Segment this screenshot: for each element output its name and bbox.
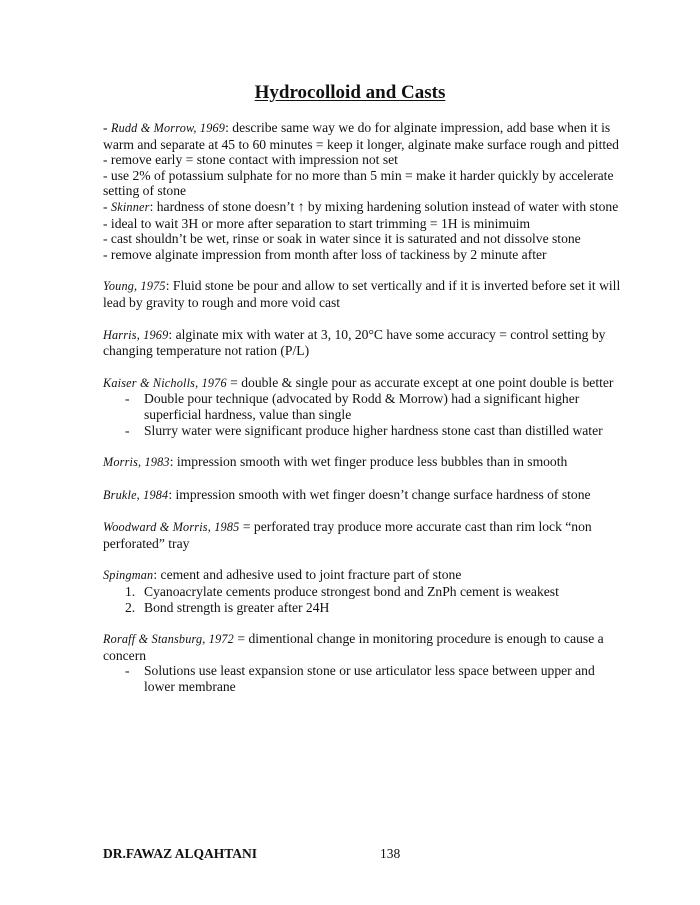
- citation: Brukle, 1984: [103, 487, 169, 502]
- citation: Kaiser & Nicholls, 1976: [103, 375, 227, 390]
- citation: Young, 1975: [103, 279, 166, 294]
- list-item: 2. Bond strength is greater after 24H: [125, 599, 330, 615]
- paragraph-brukle: Brukle, 1984: impression smooth with wet finger doesn’t change surface hardness of stone: [103, 486, 591, 502]
- citation: Rudd & Morrow, 1969: [110, 121, 226, 135]
- citation: Harris, 1969: [103, 327, 169, 342]
- text-line: - use 2% of potassium sulphate for no more than 5 min = make it harder quickly by accelerate setting of stone: [103, 167, 614, 199]
- citation: Morris, 1983: [103, 455, 170, 470]
- list-item: - Slurry water were significant produce higher hardness stone cast than distilled water: [103, 423, 623, 439]
- text-line: - remove early = stone contact with impression not set: [103, 152, 398, 168]
- paragraph-rudd-morrow: - Rudd & Morrow, 1969: describe same way we do for alginate impression, add base when it is warm and separate at 45 to 60 minutes = keep it longer, alginate make surface rough and pitted: [103, 120, 619, 152]
- document-body: [103, 120, 623, 695]
- paragraph-harris: Harris, 1969: alginate mix with water at 3, 10, 20°C have some accuracy = control setting by changing temperature not ration (P/L): [103, 326, 606, 359]
- paragraph-morris: Morris, 1983: impression smooth with wet finger produce less bubbles than in smooth: [103, 454, 568, 470]
- paragraph-skinner: - Skinner: hardness of stone doesn’t ↑ by mixing hardening solution instead of water with stone: [103, 198, 619, 214]
- bullet-list: [103, 663, 623, 694]
- paragraph-kaiser-nicholls: Kaiser & Nicholls, 1976 = double & single pour as accurate except at one point double is better: [103, 374, 614, 390]
- page-number: 138: [380, 846, 401, 861]
- citation: Woodward & Morris, 1985: [103, 520, 240, 535]
- footer-author: DR.FAWAZ ALQAHTANI: [103, 846, 258, 861]
- text-line: - ideal to wait 3H or more after separation to start trimming = 1H is minimuim: [103, 215, 531, 231]
- numbered-list: [103, 584, 623, 615]
- text-line: - remove alginate impression from month after loss of tackiness by 2 minute after: [103, 246, 547, 262]
- paragraph-spingman: Spingman: cement and adhesive used to joint fracture part of stone: [103, 567, 462, 583]
- citation: Skinner: [110, 199, 150, 214]
- citation: Roraff & Stansburg, 1972: [103, 632, 234, 647]
- list-item: - Solutions use least expansion stone or use articulator less space between upper and lower membrane: [103, 663, 623, 694]
- page-title: Hydrocolloid and Casts: [254, 82, 446, 103]
- paragraph-woodward-morris: Woodward & Morris, 1985 = perforated tray produce more accurate cast than rim lock “non perforated” tray: [103, 519, 592, 551]
- paragraph-young: Young, 1975: Fluid stone be pour and allow to set vertically and if it is inverted before set it will lead by gravity to rough and more void cast: [103, 278, 621, 310]
- list-item: 1. Cyanoacrylate cements produce strongest bond and ZnPh cement is weakest: [125, 584, 559, 600]
- citation: Spingman: [103, 568, 154, 583]
- list-item: - Double pour technique (advocated by Rodd & Morrow) had a significant higher superficial hardness, value than single: [103, 391, 623, 422]
- text-line: - cast shouldn’t be wet, rinse or soak in water since it is saturated and not dissolve stone: [103, 231, 581, 247]
- paragraph-roraff-stansburg: Roraff & Stansburg, 1972 = dimentional change in monitoring procedure is enough to cause a concern: [103, 631, 604, 663]
- bullet-list: [103, 391, 623, 438]
